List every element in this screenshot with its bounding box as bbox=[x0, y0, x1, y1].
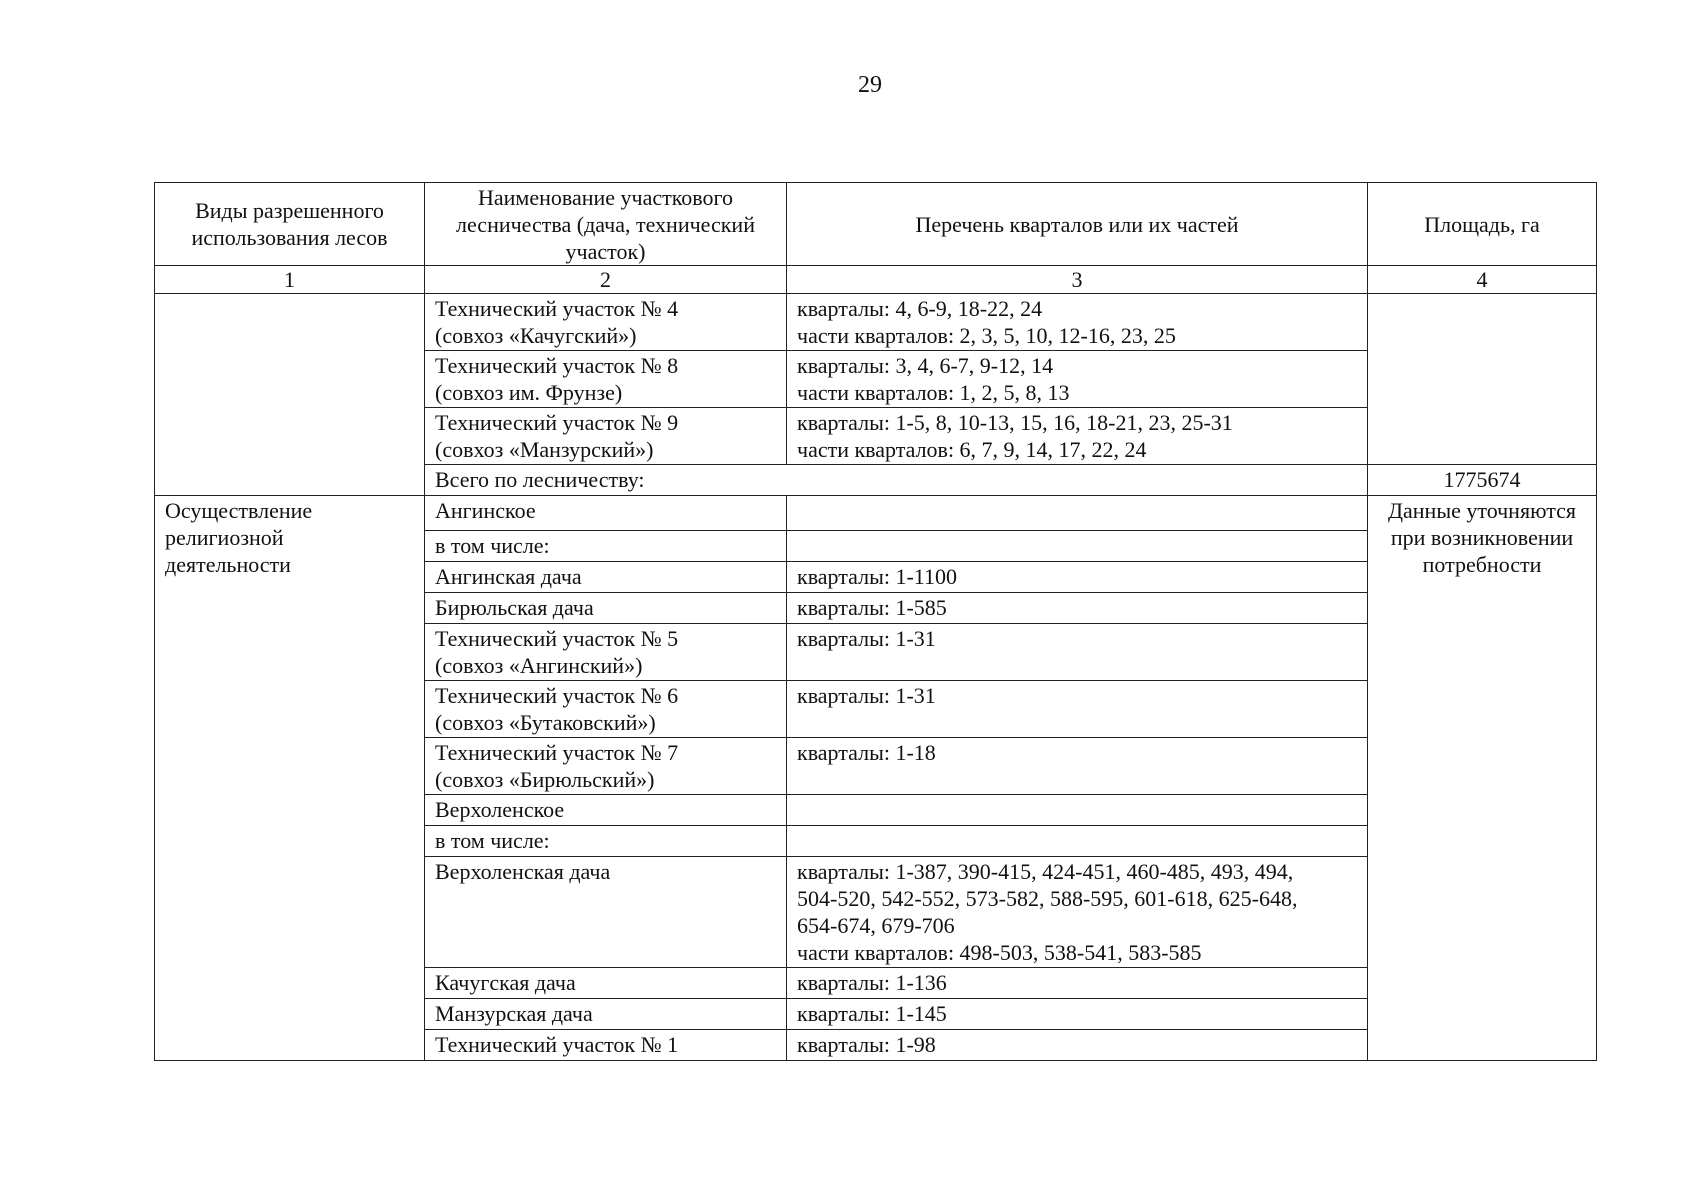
forestry-name: Технический участок № 6 bbox=[435, 683, 679, 708]
quarters-list: 654-674, 679-706 bbox=[797, 913, 955, 938]
forestry-name-cell bbox=[425, 681, 787, 738]
quarters-list: 504-520, 542-552, 573-582, 588-595, 601-618, 625-648, bbox=[797, 886, 1298, 911]
quarters-cell: кварталы: 1-136 bbox=[787, 968, 1368, 999]
header-use-type: Виды разрешенного использования лесов bbox=[155, 183, 425, 266]
table-row bbox=[155, 294, 1597, 351]
forestry-subname: (совхоз «Ангинский») bbox=[435, 653, 643, 678]
forestry-name-cell: в том числе: bbox=[425, 531, 787, 562]
quarters-cell: кварталы: 1-18 bbox=[787, 738, 1368, 795]
forestry-name: Технический участок № 9 bbox=[435, 410, 679, 435]
quarters-cell: кварталы: 1-98 bbox=[787, 1030, 1368, 1061]
column-number-row bbox=[155, 266, 1597, 294]
forestry-name: Технический участок № 5 bbox=[435, 626, 679, 651]
quarters-cell-empty bbox=[787, 496, 1368, 531]
area-note-cell: Данные уточняются при возникновении потребности bbox=[1368, 496, 1597, 1061]
forestry-name: Технический участок № 8 bbox=[435, 353, 679, 378]
table-row bbox=[155, 496, 1597, 531]
quarters-list: кварталы: 4, 6-9, 18-22, 24 bbox=[797, 296, 1043, 321]
header-area: Площадь, га bbox=[1368, 183, 1597, 266]
forestry-name: Технический участок № 4 bbox=[435, 296, 679, 321]
quarter-parts-list: части кварталов: 498-503, 538-541, 583-585 bbox=[797, 940, 1202, 965]
forestry-subname: (совхоз им. Фрунзе) bbox=[435, 380, 623, 405]
forestry-name-cell bbox=[425, 624, 787, 681]
quarters-cell: кварталы: 1-1100 bbox=[787, 562, 1368, 593]
header-row bbox=[155, 183, 1597, 266]
quarters-cell bbox=[787, 351, 1368, 408]
forestry-name-cell bbox=[425, 408, 787, 465]
quarters-cell-empty bbox=[787, 531, 1368, 562]
forestry-name-cell: Технический участок № 1 bbox=[425, 1030, 787, 1061]
quarters-list: кварталы: 1-387, 390-415, 424-451, 460-485, 493, 494, bbox=[797, 859, 1294, 884]
forestry-name-cell: Верхоленская дача bbox=[425, 857, 787, 968]
forestry-name-cell bbox=[425, 351, 787, 408]
forestry-subname: (совхоз «Бутаковский») bbox=[435, 710, 656, 735]
column-number: 2 bbox=[425, 266, 787, 294]
forestry-subname: (совхоз «Бирюльский») bbox=[435, 767, 655, 792]
quarter-parts-list: части кварталов: 6, 7, 9, 14, 17, 22, 24 bbox=[797, 437, 1147, 462]
forestry-name-cell bbox=[425, 294, 787, 351]
column-number: 4 bbox=[1368, 266, 1597, 294]
quarter-parts-list: части кварталов: 2, 3, 5, 10, 12-16, 23, 25 bbox=[797, 323, 1176, 348]
forestry-name-cell: Бирюльская дача bbox=[425, 593, 787, 624]
forestry-name-cell bbox=[425, 738, 787, 795]
quarters-list: кварталы: 3, 4, 6-7, 9-12, 14 bbox=[797, 353, 1054, 378]
forestry-subname: (совхоз «Качугский») bbox=[435, 323, 637, 348]
forest-use-table bbox=[154, 182, 1597, 1061]
column-number: 1 bbox=[155, 266, 425, 294]
quarters-cell bbox=[787, 294, 1368, 351]
forestry-name: Технический участок № 7 bbox=[435, 740, 679, 765]
column-number: 3 bbox=[787, 266, 1368, 294]
use-type-cell-empty bbox=[155, 294, 425, 496]
quarters-cell: кварталы: 1-585 bbox=[787, 593, 1368, 624]
total-label: Всего по лесничеству: bbox=[425, 465, 1368, 496]
header-quarters: Перечень кварталов или их частей bbox=[787, 183, 1368, 266]
quarters-list: кварталы: 1-5, 8, 10-13, 15, 16, 18-21, 23, 25-31 bbox=[797, 410, 1233, 435]
quarters-cell bbox=[787, 408, 1368, 465]
forestry-name-cell: Ангинская дача bbox=[425, 562, 787, 593]
area-cell-empty bbox=[1368, 294, 1597, 465]
quarters-cell: кварталы: 1-31 bbox=[787, 681, 1368, 738]
quarters-cell: кварталы: 1-145 bbox=[787, 999, 1368, 1030]
total-value: 1775674 bbox=[1368, 465, 1597, 496]
forestry-name-cell: Ангинское bbox=[425, 496, 787, 531]
quarters-cell: кварталы: 1-31 bbox=[787, 624, 1368, 681]
header-forestry-name: Наименование участкового лесничества (дача, технический участок) bbox=[425, 183, 787, 266]
quarters-cell-empty bbox=[787, 795, 1368, 826]
forestry-name-cell: Качугская дача bbox=[425, 968, 787, 999]
page-number: 29 bbox=[858, 72, 882, 98]
quarter-parts-list: части кварталов: 1, 2, 5, 8, 13 bbox=[797, 380, 1070, 405]
quarters-cell bbox=[787, 857, 1368, 968]
forestry-name-cell: в том числе: bbox=[425, 826, 787, 857]
forestry-name-cell: Манзурская дача bbox=[425, 999, 787, 1030]
quarters-cell-empty bbox=[787, 826, 1368, 857]
forestry-subname: (совхоз «Манзурский») bbox=[435, 437, 654, 462]
use-type-cell: Осуществление религиозной деятельности bbox=[155, 496, 425, 1061]
forestry-name-cell: Верхоленское bbox=[425, 795, 787, 826]
